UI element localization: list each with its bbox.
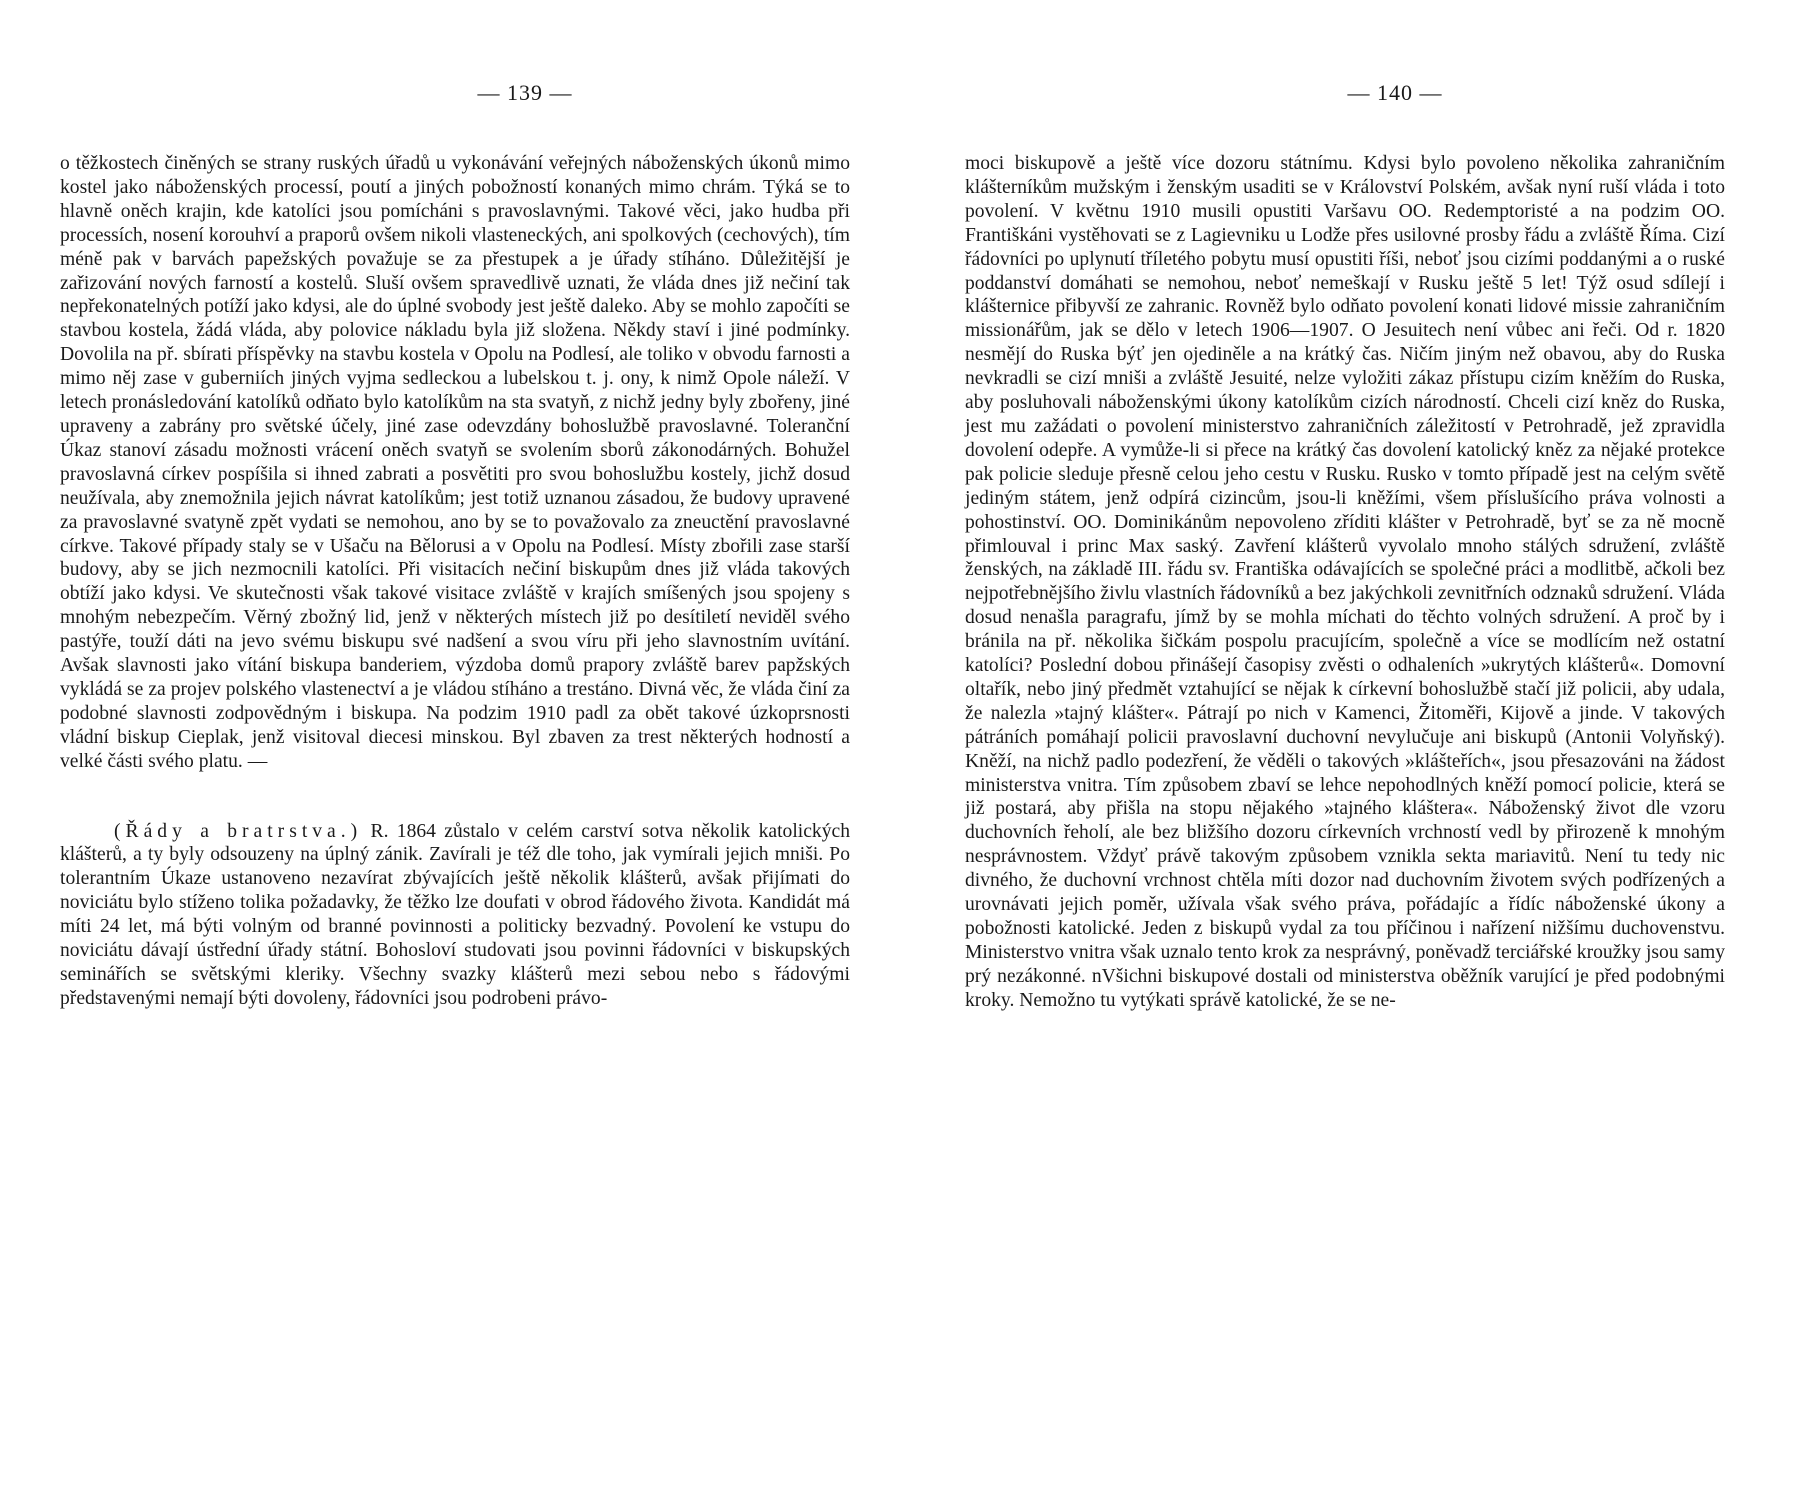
page-number: — 139 —: [477, 80, 573, 105]
page-body: [965, 152, 1725, 1013]
section-heading: (Řády a bratrstva.): [114, 820, 363, 842]
right-page: [965, 0, 1725, 1500]
paragraph: o těžkostech činěných se strany ruských úřadů u vykonávání veřejných náboženských úkonů mimo kostel jako náboženských processí, poutí a jiných pobožností konaných mimo chrám. Týká se to hlavně oněch krajin, kde katolíci jsou pomícháni s pravoslavnými. Takové věci, jako hudba při processích, nosení korouhví a praporů ovšem nikoli vlasteneckých, ani spolkových (cechových), tím méně pak v barvách papežských považuje se za přestupek a je úřady stíháno. Důležitější je zařizování nových farností a kostelů. Sluší ovšem spravedlivě uznati, že vláda dnes již nečiní tak nepřekonatelných potíží jako kdysi, ale do úplné svobody jest ještě daleko. Aby se mohlo započíti se stavbou kostela, žádá vláda, aby polovice nákladu byla již složena. Někdy staví i jiné podmínky. Dovolila na př. sbírati příspěvky na stavbu kostela v Opolu na Podlesí, ale toliko v obvodu farnosti a mimo něj zase v guberniích jiných vyjma sedleckou a lubelskou t. j. ony, k nimž Opole náleží. V letech pronásledování katolíků odňato bylo katolíkům na sta svatyň, z nichž jedny byly zbořeny, jiné upraveny a zabrány pro světské účely, jiné zase odevzdány bohoslužbě pravoslavné. Toleranční Úkaz stanoví zásadu možnosti vrácení oněch svatyň se svolením sborů zákonodárných. Bohužel pravoslavná církev pospíšila si ihned zabrati a posvětiti pro svou bohoslužbu kostely, jichž dosud neužívala, aby znemožnila jejich návrat katolíkům; jest totiž uznanou zásadou, že budovy upravené za pravoslavné svatyně zpět vydati se nemohou, ano by se to považovalo za zneuctění pravoslavné církve. Takové případy staly se v Ušaču na Bělorusi a v Opolu na Podlesí. Místy zbořili zase starší budovy, aby se jich nezmocnili katolíci. Při visitacích nečiní biskupům dnes již vláda takových obtíží jako kdysi. Ve skutečnosti však takové visitace zvláště v krajích smíšených jsou spojeny s mnohým nebezpečím. Věrný zbožný lid, jenž v některých místech již po desítiletí neviděl svého pastýře, touží dáti na jevo svému biskupu své nadšení a svou víru při jeho slavnostním uvítání. Avšak slavnosti jako vítání biskupa banderiem, výzdoba domů prapory zvláště barev papžských vykládá se za projev polského vlastenectví a je vládou stíháno a trestáno. Divná věc, že vláda činí za podobné slavnosti zodpovědným i biskupa. Na podzim 1910 padl za obět takové úzkoprsnosti vládní biskup Cieplak, jenž visitoval diecesi minskou. Byl zbaven za trest některých hodností a velké části svého platu. —: [60, 153, 850, 772]
paragraph: [60, 820, 850, 1011]
paragraph-text: R. 1864 zůstalo v celém carství sotva několik katolických klášterů, a ty byly odsouzeny na úplný zánik. Zavírali je též dle toho, jak vymírali jejich mniši. Po tolerantním Úkaze ustanoveno nezavírat zbývajících ještě několik klášterů, avšak přijímati do noviciátu bylo stíženo tolika požadavky, že těžko lze doufati v obrod řádového života. Kandidát má míti 24 let, má býti volným od branné povinnosti a politicky bezvadný. Povolení ke vstupu do noviciátu dávají ústřední úřady státní. Bohosloví studovati jsou povinni řádovníci v biskupských seminářích se světskými kleriky. Všechny svazky klášterů mezi sebou nebo s řádovými představenými nemají býti dovoleny, řádovníci jsou podrobeni právo-: [60, 820, 850, 1009]
paragraph: moci biskupově a ještě více dozoru státnímu. Kdysi bylo povoleno několika zahraničním klášterníkům mužským i ženským usaditi se v Království Polském, avšak nyní ruší vláda i toto povolení. V květnu 1910 musili opustiti Varšavu OO. Redemptoristé a na podzim OO. Františkáni vystěhovati se z Lagievniku u Lodže přes usilovné prosby řádu a zvláště Říma. Cizí řádovníci po uplynutí tříletého pobytu musí opustiti říši, neboť jsou cizími poddanými a o ruské poddanství domáhati se nemohou, neboť nemeškají v Rusku ještě 5 let! Týž osud sdílejí i klášternice přibyvší ze zahranic. Rovněž bylo odňato povolení konati lidové missie zahraničním missionářům, jak se dělo v letech 1906—1907. O Jesuitech není vůbec ani řeči. Od r. 1820 nesmějí do Ruska býť jen ojediněle a na krátký čas. Ničím jiným než obavou, aby do Ruska nevkradli se cizí mniši a zvláště Jesuité, nelze vyložiti zákaz přístupu cizím kněžím do Ruska, aby posluhovali náboženskými úkony katolíkům cizích národností. Chceli cizí kněz do Ruska, jest mu zažádati o povolení ministerstvo zahraničních záležitostí v Petrohradě, jež zpravidla dovolení odepře. A vymůže-li si přece na krátký čas dovolení katolický kněz za nějaké protekce pak policie sleduje přesně celou jeho cestu v Rusku. Rusko v tomto případě jest na celým světě jediným státem, jenž odpírá cizincům, jsou-li kněžími, všem příslušícího práva volnosti a pohostinství. OO. Dominikánům nepovoleno zříditi klášter v Petrohradě, byť se za ně mocně přimlouval i princ Max saský. Zavření klášterů vyvolalo mnoho stálých sdružení, zvláště ženských, na základě III. řádu sv. Františka odávajících se společné práci a modlitbě, ačkoli bez nejpotřebnějšího živlu vlastních řádovníků a bez jakýchkoli zevnitřních odznaků sdružení. Vláda dosud nenašla paragrafu, jímž by se mohla míchati do těchto volných sdružení. A proč by i bránila na př. několika šičkám pospolu pracujícím, společně a více se modlícím než ostatní katolíci? Poslední dobou přinášejí časopisy zvěsti o odhaleních »ukrytých klášterů«. Domovní oltařík, nebo jiný předmět vztahující se nějak k církevní bohoslužbě stačí již policii, aby udala, že nalezla »tajný klášter«. Pátrají po nich v Kamenci, Žitoměři, Kijově a jinde. V takových pátráních pomáhají policii pravoslavní duchovní nevylučuje ani biskupů (Antonii Volyňský). Kněží, na nichž padlo podezření, že věděli o takových »klášteřích«, jsou přesazováni na žádost ministerstva vnitra. Tím způsobem zbaví se lehce nepohodlných kněží pomocí policie, která se již postará, aby přišla na stopu nějakého »tajného kláštera«. Náboženský život dle vzoru duchovních řeholí, ale bez bližšího dozoru církevních vrchností vedl by přirozeně k mnohým nesprávnostem. Vždyť právě takovým způsobem vznikla sekta mariavitů. Není tu tedy nic divného, že duchovní vrchnost chtěla míti dozor nad duchovním životem svých podřízených a urovnávati jejich poměr, užívala však svého práva, pořádajíc a řídíc náboženské úkony a pobožnosti katolické. Jeden z biskupů vydal za tou příčinou i nařízení nižšímu duchovenstvu. Ministerstvo vnitra však uznalo tento krok za nesprávný, poněvadž terciářské kroužky jsou samy prý nezákonné. nVšichni biskupové dostali od ministerstva oběžník varující je před podobnými kroky. Nemožno tu vytýkati správě katolické, že se ne-: [965, 153, 1725, 1011]
page-number: — 140 —: [1347, 80, 1443, 105]
left-page: [60, 0, 850, 1500]
paragraph-gap: [60, 774, 850, 820]
page-body: [60, 152, 850, 1011]
